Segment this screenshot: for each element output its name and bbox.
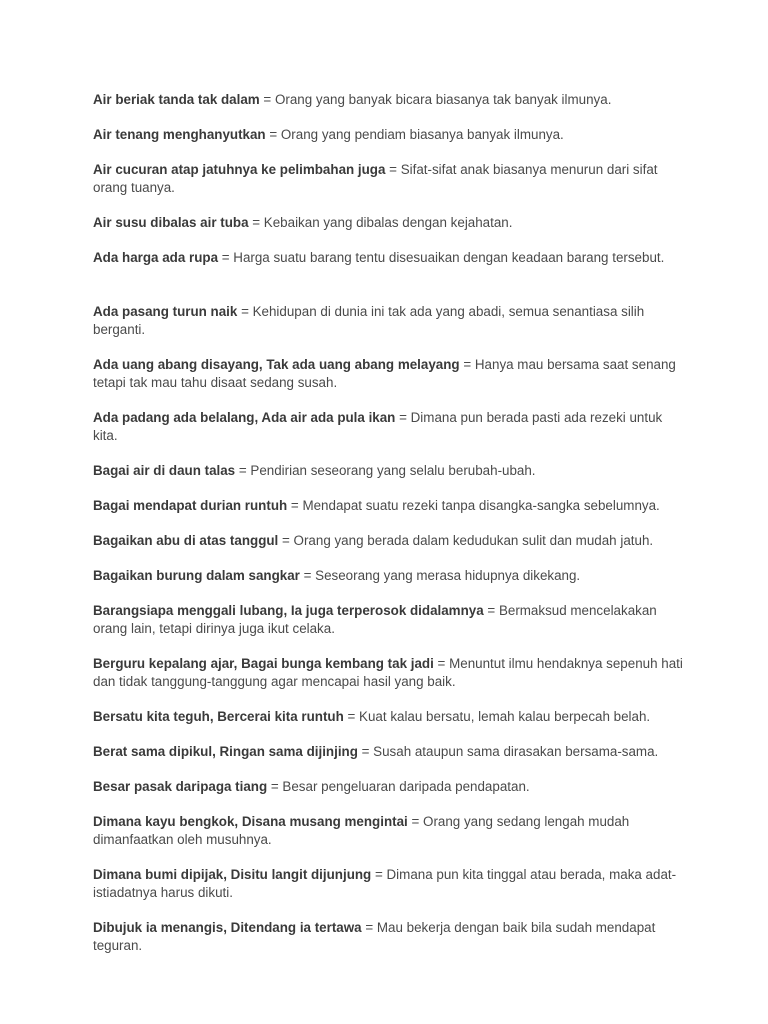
entry-separator: = — [483, 603, 499, 618]
entry-definition: Orang yang sedang lengah mudah dimanfaatkan oleh musuhnya. — [93, 814, 630, 847]
entry-separator: = — [407, 814, 424, 829]
entry-20 — [93, 919, 683, 955]
entry-definition: Menuntut ilmu hendaknya sepenuh hati dan tidak tanggung-tanggung agar mencapai hasil yang baik. — [93, 656, 683, 689]
entry-separator: = — [248, 215, 264, 230]
entry-separator: = — [299, 568, 316, 583]
entry-separator: = — [267, 779, 283, 794]
entry-17 — [93, 778, 683, 796]
entry-term: Ada harga ada rupa — [93, 250, 219, 265]
document-body — [93, 91, 683, 972]
entry-term: Ada padang ada belalang, Ada air ada pula ikan — [93, 410, 396, 425]
entry-separator: = — [395, 410, 411, 425]
entry-definition: Kehidupan di dunia ini tak ada yang abadi, semua senantiasa silih berganti. — [93, 304, 645, 337]
entry-separator: = — [235, 463, 251, 478]
entry-term: Air beriak tanda tak dalam — [93, 92, 260, 107]
entry-15 — [93, 708, 683, 726]
entry-definition: Pendirian seseorang yang selalu berubah-ubah. — [250, 463, 536, 478]
entry-term: Barangsiapa menggali lubang, Ia juga terperosok didalamnya — [93, 603, 484, 618]
entry-4 — [93, 214, 683, 232]
entry-definition: Orang yang banyak bicara biasanya tak banyak ilmunya. — [274, 92, 612, 107]
entry-term: Dimana bumi dipijak, Disitu langit dijunjung — [93, 867, 372, 882]
entry-term: Bagaikan abu di atas tanggul — [93, 533, 279, 548]
entry-7 — [93, 356, 683, 392]
entry-18 — [93, 813, 683, 849]
entry-6 — [93, 303, 683, 339]
entry-14 — [93, 655, 683, 691]
entry-separator: = — [287, 498, 303, 513]
entry-definition: Susah ataupun sama dirasakan bersama-sama. — [373, 744, 659, 759]
entry-definition: Dimana pun kita tinggal atau berada, maka adat-istiadatnya harus dikuti. — [93, 867, 677, 900]
entry-definition: Hanya mau bersama saat senang tetapi tak mau tahu disaat sedang susah. — [93, 357, 676, 390]
entry-separator: = — [459, 357, 475, 372]
entry-definition: Sifat-sifat anak biasanya menurun dari sifat orang tuanya. — [93, 162, 658, 195]
entry-separator: = — [357, 744, 374, 759]
entry-separator: = — [278, 533, 294, 548]
entry-separator: = — [237, 304, 253, 319]
entry-definition: Orang yang berada dalam kedudukan sulit dan mudah jatuh. — [293, 533, 654, 548]
entry-term: Dimana kayu bengkok, Disana musang mengintai — [93, 814, 408, 829]
entry-separator: = — [385, 162, 401, 177]
entry-16 — [93, 743, 683, 761]
entry-19 — [93, 866, 683, 902]
entry-term: Bagaikan burung dalam sangkar — [93, 568, 300, 583]
entry-term: Bagai air di daun talas — [93, 463, 236, 478]
entry-1 — [93, 91, 683, 109]
entry-11 — [93, 532, 683, 550]
entry-separator: = — [218, 250, 234, 265]
entry-term: Dibujuk ia menangis, Ditendang ia tertawa — [93, 920, 362, 935]
entry-definition: Orang yang pendiam biasanya banyak ilmunya. — [280, 127, 564, 142]
entry-term: Besar pasak daripaga tiang — [93, 779, 268, 794]
entry-definition: Mau bekerja dengan baik bila sudah mendapat teguran. — [93, 920, 656, 953]
entry-definition: Dimana pun berada pasti ada rezeki untuk kita. — [93, 410, 663, 443]
entry-separator: = — [265, 127, 281, 142]
entry-definition: Mendapat suatu rezeki tanpa disangka-sangka sebelumnya. — [302, 498, 660, 513]
entry-definition: Harga suatu barang tentu disesuaikan dengan keadaan barang tersebut. — [233, 250, 665, 265]
entry-separator: = — [361, 920, 377, 935]
entry-term: Berguru kepalang ajar, Bagai bunga kembang tak jadi — [93, 656, 434, 671]
entry-3 — [93, 161, 683, 197]
entry-definition: Kebaikan yang dibalas dengan kejahatan. — [263, 215, 513, 230]
entry-5 — [93, 249, 683, 267]
entry-13 — [93, 602, 683, 638]
entry-definition: Seseorang yang merasa hidupnya dikekang. — [315, 568, 581, 583]
entry-term: Air susu dibalas air tuba — [93, 215, 249, 230]
entry-separator: = — [371, 867, 387, 882]
entry-2 — [93, 126, 683, 144]
entry-10 — [93, 497, 683, 515]
entry-definition: Besar pengeluaran daripada pendapatan. — [282, 779, 530, 794]
entry-12 — [93, 567, 683, 585]
entry-separator: = — [259, 92, 275, 107]
entry-term: Bersatu kita teguh, Bercerai kita runtuh — [93, 709, 344, 724]
entry-term: Ada uang abang disayang, Tak ada uang abang melayang — [93, 357, 460, 372]
entry-8 — [93, 409, 683, 445]
entry-term: Ada pasang turun naik — [93, 304, 238, 319]
entry-separator: = — [343, 709, 360, 724]
entry-separator: = — [433, 656, 450, 671]
entry-term: Berat sama dipikul, Ringan sama dijinjing — [93, 744, 358, 759]
entry-definition: Kuat kalau bersatu, lemah kalau berpecah belah. — [359, 709, 651, 724]
entry-term: Bagai mendapat durian runtuh — [93, 498, 288, 513]
entry-term: Air tenang menghanyutkan — [93, 127, 266, 142]
entry-9 — [93, 462, 683, 480]
entry-definition: Bermaksud mencelakakan orang lain, tetapi dirinya juga ikut celaka. — [93, 603, 657, 636]
entry-term: Air cucuran atap jatuhnya ke pelimbahan juga — [93, 162, 386, 177]
